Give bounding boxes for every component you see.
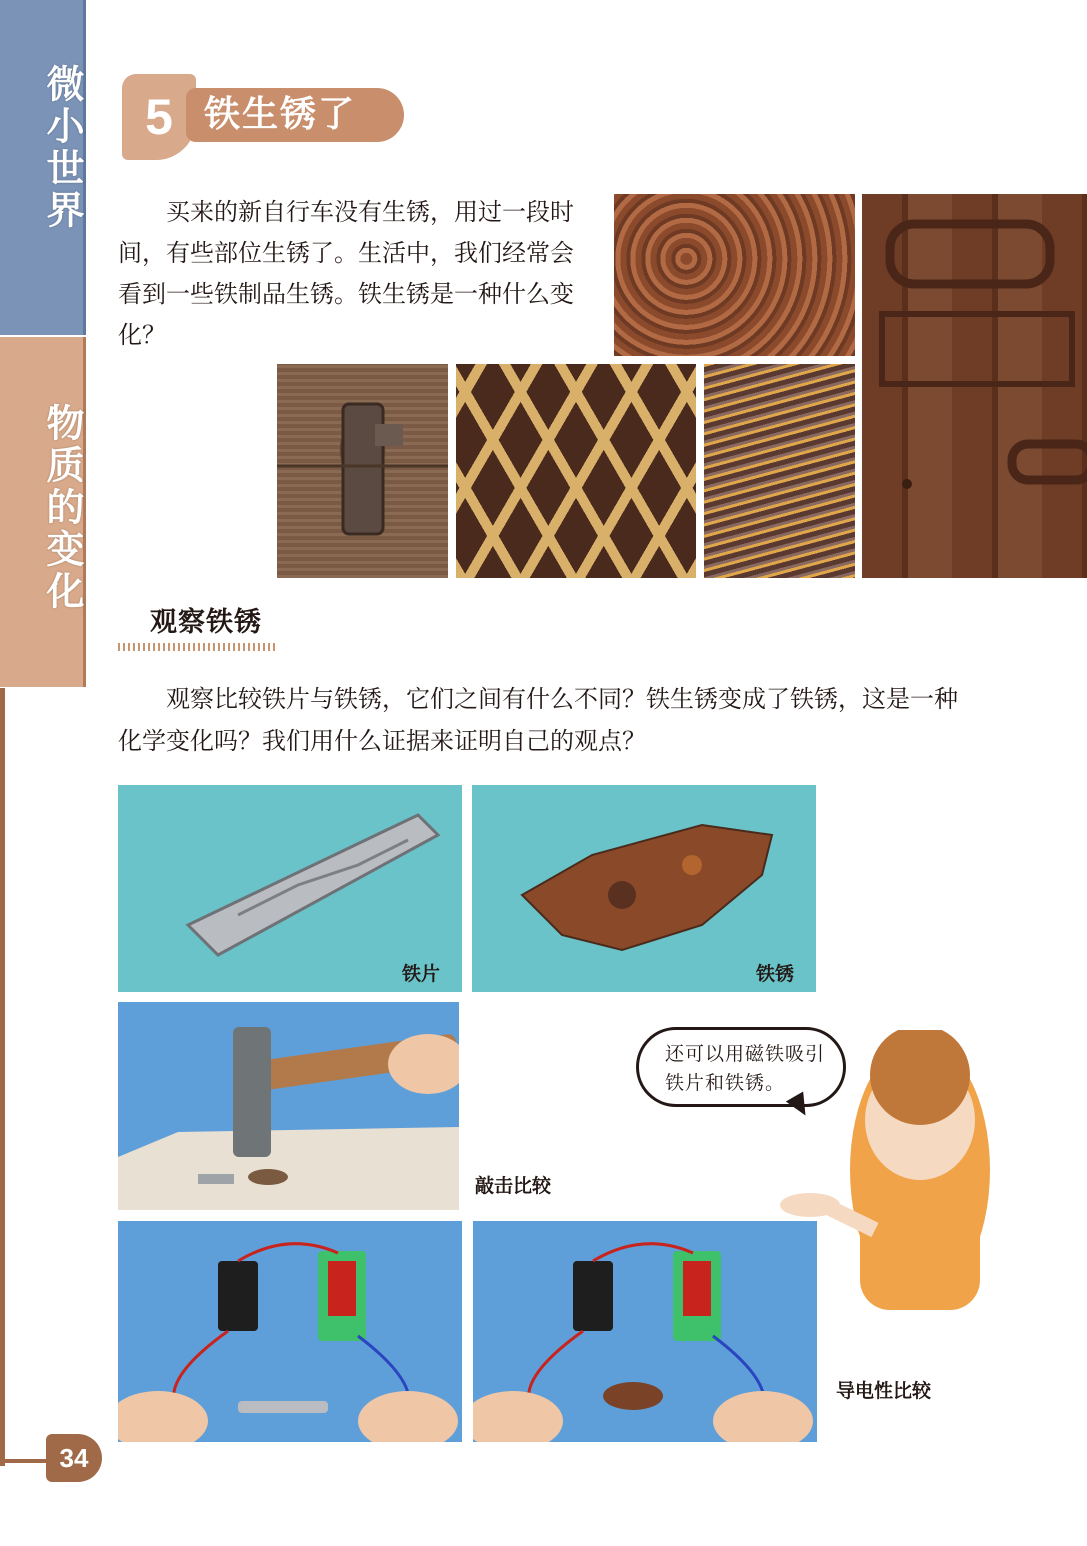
photo-hammer-test [118, 1002, 459, 1210]
section-title-underline [118, 643, 276, 651]
hammer-graphic [118, 1002, 459, 1210]
speech-bubble: 还可以用磁铁吸引铁片和铁锈。 [636, 1027, 846, 1107]
intro-paragraph: 买来的新自行车没有生锈，用过一段时间，有些部位生锈了。生活中，我们经常会看到一些铁制品生锈。铁生锈是一种什么变化？ [118, 198, 574, 349]
photo-rusty-latch [277, 364, 448, 578]
section-paragraph: 观察比较铁片与铁锈，它们之间有什么不同？铁生锈变成了铁锈，这是一种化学变化吗？我们用什么证据来证明自己的观点？ [118, 685, 958, 755]
sidebar-chapter-tab [0, 337, 86, 687]
latch-graphic [277, 364, 448, 578]
caption-conductivity: 导电性比较 [836, 1380, 932, 1402]
photo-iron-sheet [118, 785, 462, 992]
photo-rust-flake [472, 785, 816, 992]
caption-iron-sheet: 铁片 [402, 963, 441, 985]
lesson-title: 铁生锈了 [186, 88, 404, 142]
circuit-iron-graphic [118, 1221, 462, 1442]
sidebar-unit-title: 微小世界 [40, 64, 84, 232]
photo-rusty-chains [614, 194, 855, 356]
lesson-number: 5 [122, 74, 196, 160]
photo-conductivity-iron [118, 1221, 462, 1442]
sidebar-divider-line [0, 688, 5, 1466]
sidebar-chapter-title: 物质的变化 [40, 403, 84, 613]
section-title: 观察铁锈 [150, 607, 262, 638]
photo-rusty-rebar [704, 364, 855, 578]
sidebar-unit-tab [0, 0, 86, 335]
page-number: 34 [46, 1434, 102, 1482]
caption-rust: 铁锈 [756, 963, 795, 985]
photo-rusty-machinery [862, 194, 1087, 578]
machinery-detail-graphic [862, 194, 1087, 578]
circuit-rust-graphic [473, 1221, 817, 1442]
photo-rusty-gate [456, 364, 696, 578]
caption-hammer-test: 敲击比较 [475, 1175, 552, 1197]
photo-conductivity-rust [473, 1221, 817, 1442]
